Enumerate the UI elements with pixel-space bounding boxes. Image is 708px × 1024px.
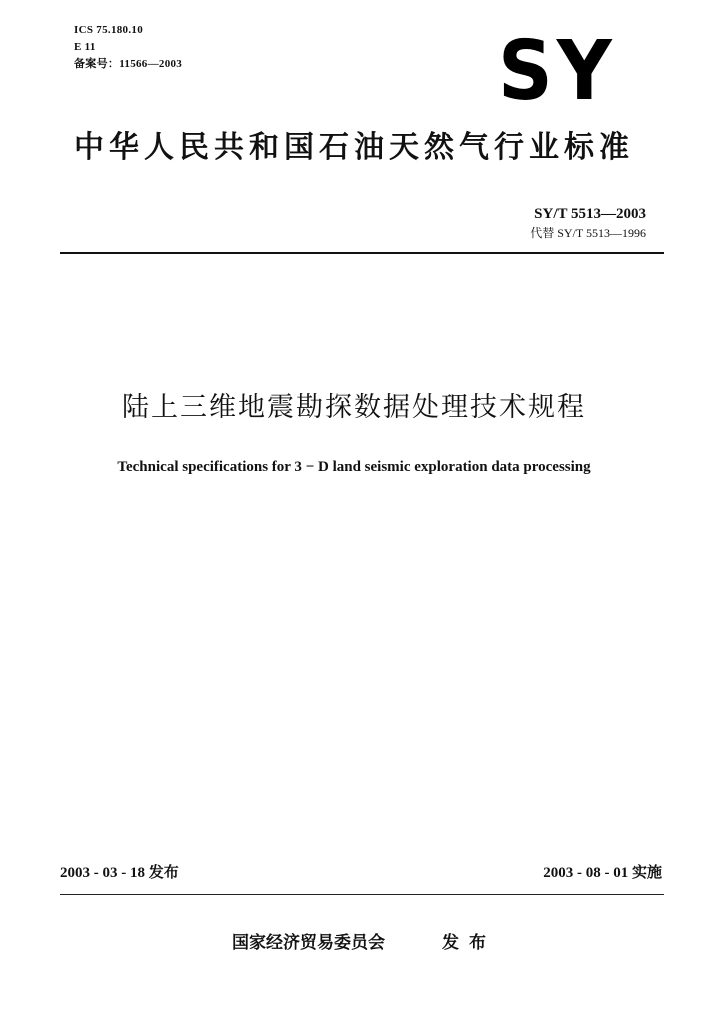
implementation-date: 2003 - 08 - 01 实施 — [543, 865, 662, 881]
replaces-standard: 代替 SY/T 5513—1996 — [530, 226, 646, 240]
publish-date: 2003 - 03 - 18 发布 — [60, 865, 179, 881]
classification-code: E 11 — [74, 41, 96, 53]
standard-code-block — [530, 204, 646, 242]
document-meta — [74, 22, 182, 73]
ics-code: ICS 75.180.10 — [74, 24, 143, 36]
document-title-english: Technical specifications for 3 − D land seismic exploration data processing — [117, 459, 591, 475]
top-divider — [60, 252, 664, 254]
standard-title: 中华人民共和国石油天然气行业标准 — [74, 130, 634, 165]
document-title: 陆上三维地震勘探数据处理技术规程 — [122, 392, 586, 423]
filing-number: 备案号：11566—2003 — [74, 58, 183, 70]
sy-logo: SY — [498, 22, 616, 119]
issue-label: 发布 — [442, 933, 496, 953]
standard-number: SY/T 5513—2003 — [534, 206, 646, 222]
issuing-authority: 国家经济贸易委员会 — [232, 933, 385, 953]
bottom-divider — [60, 894, 664, 895]
